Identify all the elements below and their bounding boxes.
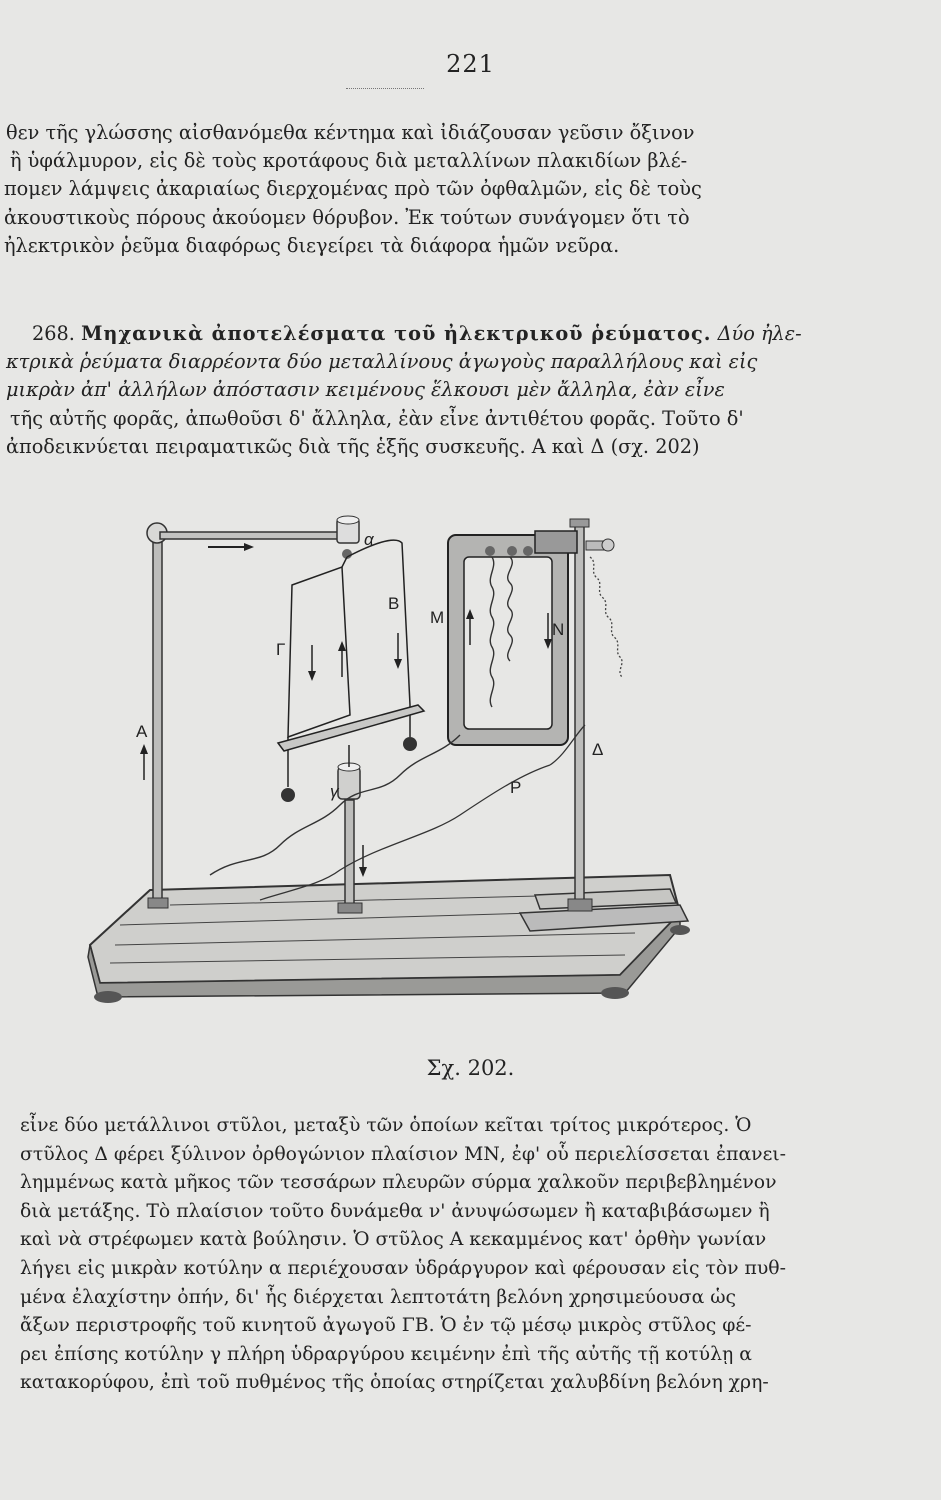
text-line: κατακορύφου, ἐπὶ τοῦ πυθμένος τῆς ὁποίας στηρίζεται χαλυβδίνη βελόνη χρη- xyxy=(20,1372,769,1394)
frame-clamp xyxy=(535,531,577,553)
movable-conductor-link xyxy=(342,557,347,567)
apparatus-engraving xyxy=(80,505,720,1035)
paragraph-3 xyxy=(0,1112,787,1398)
text-line: τῆς αὐτῆς φορᾶς, ἀπωθοῦσι δ' ἄλληλα, ἐὰν εἶνε ἀντιθέτου φορᾶς. Τοῦτο δ' xyxy=(10,406,744,430)
pillar-d xyxy=(575,521,584,909)
middle-pillar xyxy=(345,800,354,910)
label-pillar-d: Δ xyxy=(592,740,604,759)
mercury-cup-a-rim xyxy=(337,516,359,524)
counterweight-ball xyxy=(403,737,417,751)
text-line: λήγει εἰς μικρὰν κοτύλην α περιέχουσαν ὑδράργυρον καὶ φέρουσαν εἰς τὸν πυθ- xyxy=(20,1257,786,1279)
text-line: διὰ μετάξης. Τὸ πλαίσιον τοῦτο δυνάμεθα ν' ἀνυψώσωμεν ἢ καταβιβάσωμεν ἢ xyxy=(20,1200,770,1222)
base-foot xyxy=(94,991,122,1003)
coiled-wire-d xyxy=(590,557,622,677)
label-b: Β xyxy=(388,594,400,613)
pillar-d-foot xyxy=(568,899,592,911)
text-line: πομεν λάμψεις ἀκαριαίως διερχομένας πρὸ τῶν ὀφθαλμῶν, εἰς δὲ τοὺς xyxy=(4,177,702,201)
figure-202-apparatus xyxy=(80,505,720,1035)
current-arrow-head xyxy=(308,671,316,681)
text-line: ἀποδεικνύεται πειραματικῶς διὰ τῆς ἑξῆς συσκευῆς. Α καὶ Δ (σχ. 202) xyxy=(6,434,700,458)
text-line: ἀκουστικοὺς πόρους ἀκούομεν θόρυβον. Ἐκ τούτων συνάγομεν ὅτι τὸ xyxy=(4,205,690,229)
page-number: 221 xyxy=(446,50,495,78)
figure-caption: Σχ. 202. xyxy=(426,1056,515,1080)
base-foot xyxy=(670,925,690,935)
pillar-d-cap xyxy=(570,519,589,527)
label-p: Ρ xyxy=(510,778,522,797)
section-268 xyxy=(0,320,802,461)
current-arrow-head xyxy=(359,867,367,877)
label-g: Γ xyxy=(276,640,286,659)
text-line: ρει ἐπίσης κοτύλην γ πλήρη ὑδραργύρου κειμένην ἐπὶ τῆς αὐτῆς τῇ κοτύλῃ α xyxy=(20,1343,752,1365)
text-line: μικρὰν ἀπ' ἀλλήλων ἀπόστασιν κειμένους ἕλκουσι μὲν ἄλληλα, ἐὰν εἶνε xyxy=(6,378,725,402)
movable-conductor-right xyxy=(347,540,410,733)
page-number-rule xyxy=(346,88,424,89)
frame-terminal xyxy=(485,546,495,556)
frame-terminal xyxy=(523,546,533,556)
text-line: καὶ νὰ στρέφωμεν κατὰ βούλησιν. Ὁ στῦλος Α κεκαμμένος κατ' ὀρθὴν γωνίαν xyxy=(20,1229,767,1251)
current-arrow-head xyxy=(394,659,402,669)
frame-mn-opening xyxy=(464,557,552,729)
section-text: Δύο ἠλε- xyxy=(717,322,802,345)
text-line: ἄξων περιστροφῆς τοῦ κινητοῦ ἀγωγοῦ ΓΒ. Ὁ ἐν τῷ μέσῳ μικρὸς στῦλος φέ- xyxy=(20,1315,752,1337)
base-foot xyxy=(601,987,629,999)
label-pillar-a: Α xyxy=(136,722,148,741)
text-line: στῦλος Δ φέρει ξύλινον ὀρθογώνιον πλαίσιον ΜΝ, ἐφ' οὗ περιελίσσεται ἐπανει- xyxy=(20,1143,787,1165)
text-line: εἶνε δύο μετάλλινοι στῦλοι, μεταξὺ τῶν ὁποίων κεῖται τρίτος μικρότερος. Ὁ xyxy=(20,1115,752,1136)
text-line: θεν τῆς γλώσσης αἰσθανόμεθα κέντημα καὶ ἰδιάζουσαν γεῦσιν ὄξινον xyxy=(6,121,695,144)
text-line: κτρικὰ ῥεύματα διαρρέοντα δύο μεταλλίνους ἀγωγοὺς παραλλήλους καὶ εἰς xyxy=(6,350,758,374)
section-heading-line xyxy=(0,320,802,348)
label-m: Μ xyxy=(430,608,445,627)
wooden-base xyxy=(90,875,680,983)
section-title: Μηχανικὰ ἀποτελέσματα τοῦ ἠλεκτρικοῦ ῥεύματος. xyxy=(81,322,712,345)
text-line: μένα ἐλαχίστην ὀπήν, δι' ἧς διέρχεται λεπτοτάτη βελόνη χρησιμεύουσα ὡς xyxy=(20,1286,737,1308)
frame-terminal xyxy=(507,546,517,556)
label-n: Ν xyxy=(552,620,565,639)
movable-conductor-frame xyxy=(288,567,350,737)
pillar-a-foot xyxy=(148,898,168,908)
section-number: 268. xyxy=(32,322,75,345)
crossbar xyxy=(278,705,424,751)
pillar-d-screw-head xyxy=(602,539,614,551)
text-line: λημμένως κατὰ μῆκος τῶν τεσσάρων πλευρῶν σύρμα χαλκοῦν περιβεβλημένον xyxy=(20,1172,777,1194)
paragraph-1 xyxy=(0,119,770,260)
pillar-a-arm xyxy=(160,532,346,539)
coiled-wire-lower xyxy=(210,735,460,875)
current-arrow-head xyxy=(244,543,254,551)
current-arrow-head xyxy=(338,641,346,651)
text-line: ἠλεκτρικὸν ῥεῦμα διαφόρως διεγείρει τὰ διάφορα ἡμῶν νεῦρα. xyxy=(4,233,620,257)
label-a: α xyxy=(364,530,374,549)
middle-pillar-foot xyxy=(338,903,362,913)
current-arrow-head xyxy=(140,744,148,754)
pillar-a xyxy=(153,535,162,907)
counterweight-ball xyxy=(281,788,295,802)
text-line: ἢ ὑφάλμυρον, εἰς δὲ τοὺς κροτάφους διὰ μεταλλίνων πλακιδίων βλέ- xyxy=(10,149,688,173)
label-gamma: γ xyxy=(330,782,339,801)
